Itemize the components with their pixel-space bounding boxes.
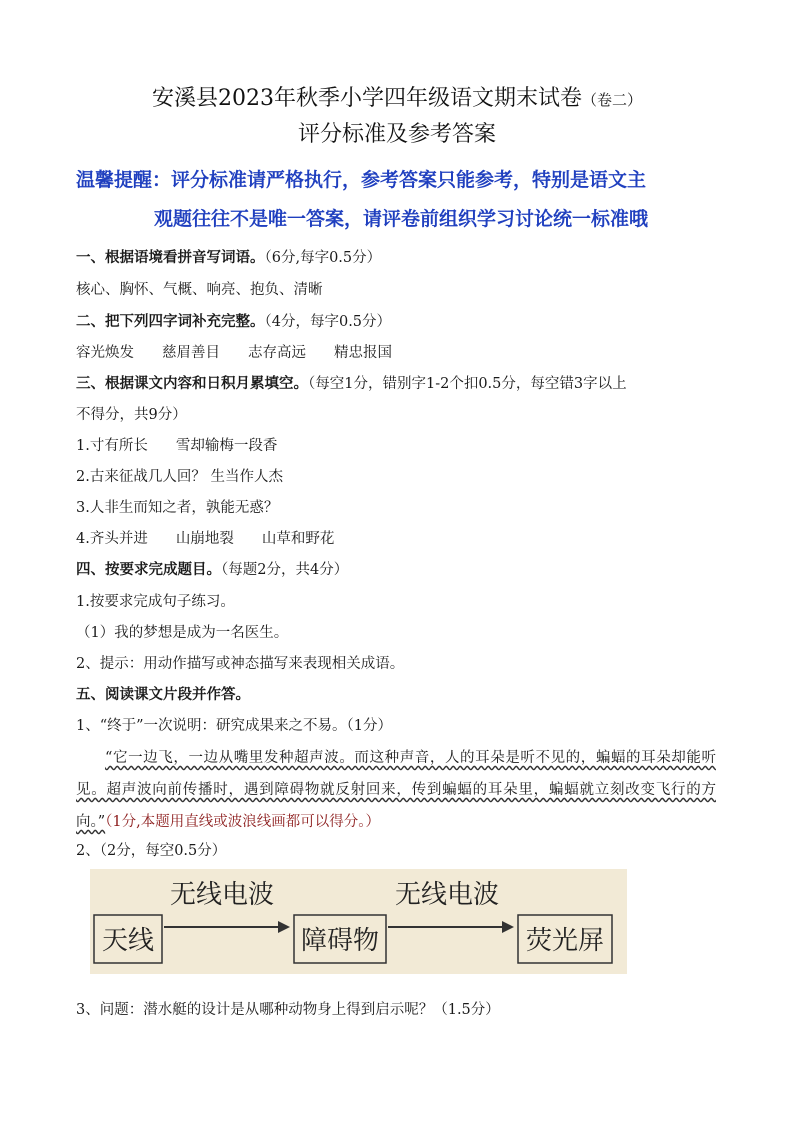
diagram-arrow-1-label: 无线电波 — [169, 880, 275, 910]
section-3-note-2: 不得分，共9分） — [76, 407, 187, 423]
exam-title-main: 安溪县2023年秋季小学四年级语文期末试卷 — [151, 86, 582, 111]
radar-flow-diagram — [90, 869, 627, 974]
diagram-arrow-2-head — [502, 921, 514, 933]
section-3-note-1: （每空1分，错别字1-2个扣0.5分，每空错3字以上 — [308, 376, 627, 392]
exam-subtitle: 评分标准及参考答案 — [297, 122, 496, 147]
quote-text: “它一边飞，一边从嘴里发种超声波。而这种声音，人的耳朵是听不见的，蝙蝠的耳朵却能听见。超声波向前传播时，遇到障碍物就反射回来，传到蝙蝠的耳朵里，蝙蝠就立刻改变飞行的方向。” — [76, 750, 716, 830]
section-5-q3: 3、问题：潜水艇的设计是从哪种动物身上得到启示呢？（1.5分） — [76, 1002, 500, 1018]
section-4-note: （每题2分，共4分） — [221, 562, 349, 578]
section-1-heading: 一、根据语境看拼音写词语。（6分,每字0.5分） — [76, 250, 382, 266]
section-5-quote — [76, 742, 716, 838]
section-3-item-3: 3.人非生而知之者，孰能无惑？ — [76, 500, 279, 516]
section-5-heading: 五、阅读课文片段并作答。 — [76, 687, 250, 703]
section-2-answer — [76, 342, 392, 364]
section-4-q1-answer: （1）我的梦想是成为一名医生。 — [76, 625, 289, 641]
section-5-q1: 1、“终于”一次说明：研究成果来之不易。（1分） — [76, 718, 393, 734]
section-2-note: （4分，每字0.5分） — [264, 314, 392, 330]
section-3-item-1: 1.寸有所长 雪却输梅一段香 — [76, 438, 278, 454]
section-4-q2: 2、提示：用动作描写或神态描写来表现相关成语。 — [76, 656, 405, 672]
section-3-item-2: 2.古来征战几人回？ 生当作人杰 — [76, 469, 283, 485]
word-1: 容光焕发 — [76, 345, 134, 361]
section-5-q2: 2、（2分，每空0.5分） — [76, 843, 227, 859]
word-4: 精忠报国 — [334, 345, 392, 361]
diagram-box-2-label: 障碍物 — [300, 926, 380, 956]
section-3-heading: 三、根据课文内容和日积月累填空。（每空1分，错别字1-2个扣0.5分，每空错3字以上 — [76, 376, 627, 392]
section-2-heading: 二、把下列四字词补充完整。（4分，每字0.5分） — [76, 314, 392, 330]
exam-title-suffix: （卷二） — [581, 91, 642, 109]
quote-score-note: （1分,本题用直线或波浪线画都可以得分。） — [105, 814, 381, 830]
section-3-item-4: 4.齐头并进 山崩地裂 山草和野花 — [76, 531, 335, 547]
reminder-line-2: 观题往往不是唯一答案，请评卷前组织学习讨论统一标准哦 — [153, 208, 648, 230]
diagram-box-3-label: 荧光屏 — [525, 926, 605, 956]
reminder-line-1: 温馨提醒：评分标准请严格执行，参考答案只能参考，特别是语文主 — [76, 169, 647, 191]
section-1-answer: 核心、胸怀、气概、响亮、抱负、清晰 — [76, 282, 323, 298]
diagram-box-1-label: 天线 — [101, 926, 155, 956]
section-4-heading: 四、按要求完成题目。（每题2分，共4分） — [76, 562, 349, 578]
word-3: 志存高远 — [248, 345, 306, 361]
diagram-arrow-1-head — [278, 921, 290, 933]
section-1-note: （6分,每字0.5分） — [264, 250, 382, 266]
word-2: 慈眉善目 — [162, 345, 220, 361]
exam-title — [0, 84, 794, 115]
section-4-q1: 1.按要求完成句子练习。 — [76, 594, 235, 610]
diagram-arrow-2-label: 无线电波 — [394, 880, 500, 910]
